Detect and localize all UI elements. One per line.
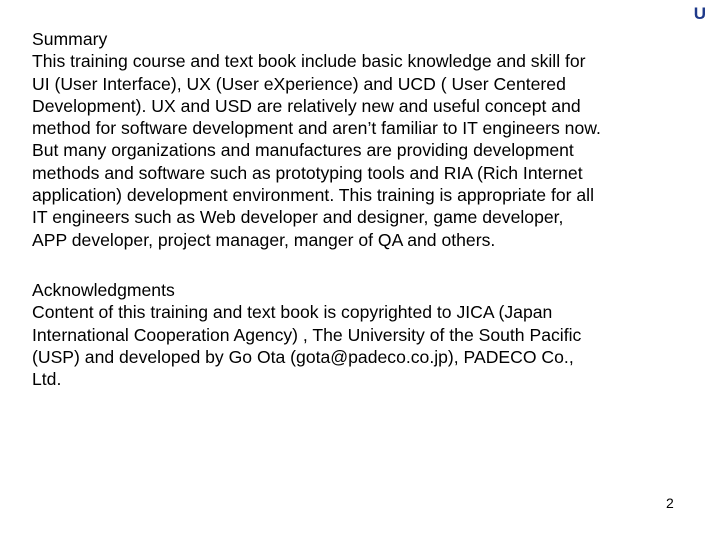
summary-heading: Summary [32, 29, 108, 49]
summary-line: UI (User Interface), UX (User eXperience) and UCD ( User Centered [32, 73, 566, 94]
summary-line: method for software development and aren’t familiar to IT engineers now. [32, 118, 601, 139]
summary-line: APP developer, project manager, manger of QA and others. [32, 229, 496, 250]
acknowledgments-line: Content of this training and text book is copyrighted to JICA (Japan [32, 302, 553, 323]
summary-line: But many organizations and manufactures are providing development [32, 140, 574, 161]
acknowledgments-heading: Acknowledgments [32, 280, 175, 300]
summary-line: Development). UX and USD are relatively new and useful concept and [32, 95, 581, 116]
acknowledgments-line: International Cooperation Agency) , The University of the South Pacific [32, 324, 582, 345]
summary-line: This training course and text book include basic knowledge and skill for [32, 51, 586, 72]
summary-section [32, 28, 692, 251]
page-number: 2 [666, 495, 674, 511]
acknowledgments-section [32, 279, 692, 390]
acknowledgments-line: (USP) and developed by Go Ota (gota@padeco.co.jp), PADECO Co., [32, 346, 574, 367]
summary-line: application) development environment. This training is appropriate for all [32, 185, 595, 206]
summary-line: methods and software such as prototyping tools and RIA (Rich Internet [32, 162, 583, 183]
acknowledgments-line: Ltd. [32, 369, 62, 390]
corner-mark: U [693, 4, 706, 23]
summary-line: IT engineers such as Web developer and designer, game developer, [32, 207, 564, 228]
